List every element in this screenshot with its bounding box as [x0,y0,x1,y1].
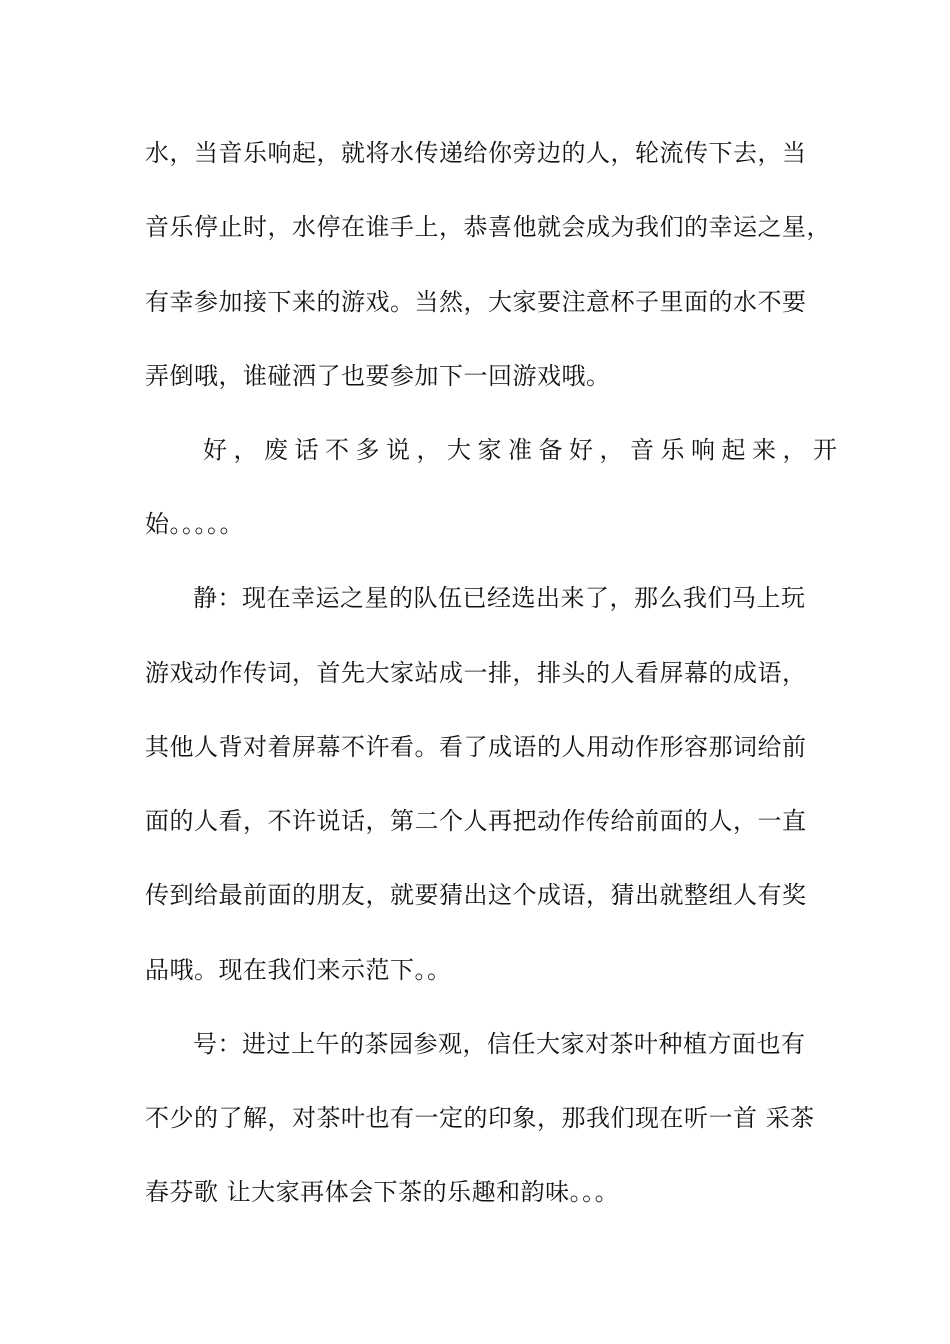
text-line-13: 号：进过上午的茶园参观，信任大家对茶叶种植方面也有 [193,1030,806,1058]
text-line-7: 静：现在幸运之星的队伍已经选出来了，那么我们马上玩 [193,584,806,612]
text-line-8: 游戏动作传词，首先大家站成一排，排头的人看屏幕的成语， [145,659,807,687]
text-line-14: 不少的了解，对茶叶也有一定的印象，那我们现在听一首 采茶 [145,1104,815,1132]
text-line-11: 传到给最前面的朋友，就要猜出这个成语，猜出就整组人有奖 [145,881,807,909]
text-line-6: 始。。。。。 [145,510,244,538]
text-line-10: 面的人看，不许说话，第二个人再把动作传给前面的人，一直 [145,807,807,835]
text-line-4: 弄倒哦，谁碰洒了也要参加下一回游戏哦。 [145,362,611,390]
text-line-5: 好，废话不多说，大家准备好，音乐响起来，开 [203,436,844,464]
text-line-9: 其他人背对着屏幕不许看。看了成语的人用动作形容那词给前 [145,733,807,761]
text-line-15: 春芬歌 让大家再体会下茶的乐趣和韵味。。。 [145,1178,620,1206]
text-line-1: 水，当音乐响起，就将水传递给你旁边的人，轮流传下去，当 [145,139,807,167]
text-line-2: 音乐停止时，水停在谁手上，恭喜他就会成为我们的幸运之星， [145,213,831,241]
text-line-3: 有幸参加接下来的游戏。当然，大家要注意杯子里面的水不要 [145,288,807,316]
text-line-12: 品哦。现在我们来示范下。。 [145,956,452,984]
